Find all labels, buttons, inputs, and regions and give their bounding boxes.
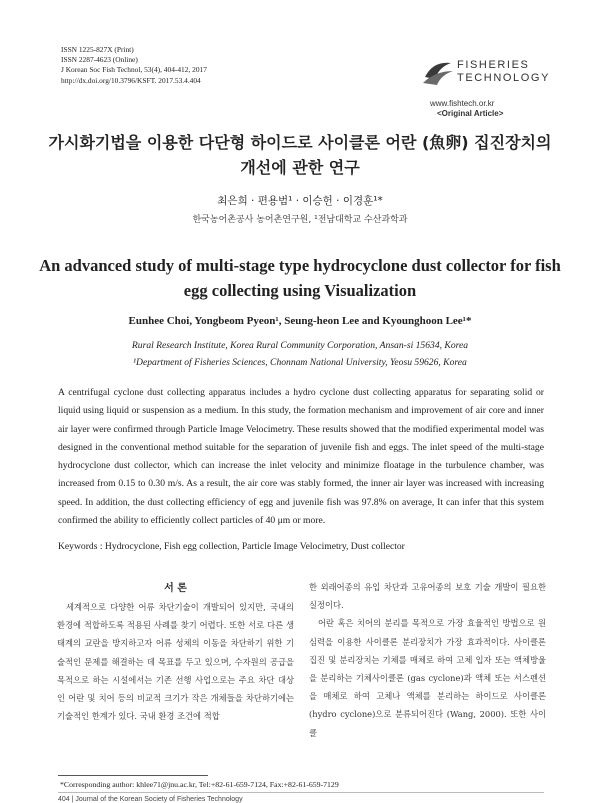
logo-line1: FISHERIES <box>457 59 530 71</box>
fish-emblem-icon <box>421 57 455 87</box>
article-type: <Original Article> <box>437 109 504 118</box>
english-title-line2: egg collecting using Visualization <box>183 281 417 300</box>
body-column-left <box>57 580 294 725</box>
body-paragraph: 한 외래어종의 유입 차단과 고유어종의 보호 기술 개발이 필요한 실정이다. <box>309 582 546 611</box>
affiliation-1: Rural Research Institute, Korea Rural Community Corporation, Ansan-si 15634, Korea <box>131 340 469 351</box>
doi-link[interactable]: http://dx.doi.org/10.3796/KSFT. 2017.53.4.404 <box>61 75 201 85</box>
journal-logo <box>421 57 551 105</box>
citation: J Korean Soc Fish Technol, 53(4), 404-412, 2017 <box>61 65 207 75</box>
section-title-introduction: 서 론 <box>164 583 187 594</box>
corresponding-author-footnote: *Corresponding author: khlee71@jnu.ac.kr, Tel:+82-61-659-7124, Fax:+82-61-659-7129 <box>60 780 339 789</box>
abstract: A centrifugal cyclone dust collecting apparatus includes a hydro cyclone dust collecting apparatus for separating solid or liquid using liquid or suspension as a medium. In this study, the formation mechanism and improvement of air core and inner air layer were confirmed through Particle Image Velocimetry. These results showed that the modified experimental model was designed in the conventional method suitable for the separation of juvenile fish and eggs. The inlet speed of the multi-stage hydrocyclone dust collector, which can increase the inlet velocity and minimize floatage in the turbulence chamber, was increased from 0.15 to 0.30 m/s. As a result, the air core was stably formed, the inner air layer was increased with increasing speed. In addition, the dust collecting efficiency of egg and juvenile fish was 97.8% on average, It can infer that this system confirmed the ability to efficiently collect particles of 40 μm or more. <box>58 387 544 527</box>
korean-authors: 최은희 · 편용범¹ · 이승헌 · 이경훈¹* <box>217 195 383 207</box>
english-title-line1: An advanced study of multi-stage type hydrocyclone dust collector for fish <box>39 256 561 275</box>
english-title <box>0 253 600 303</box>
korean-affiliation: 한국농어촌공사 농어촌연구원, ¹전남대학교 수산과학과 <box>192 215 408 225</box>
body-column-right <box>309 578 546 742</box>
english-authors: Eunhee Choi, Yongbeom Pyeon¹, Seung-heon Lee and Kyounghoon Lee¹* <box>128 315 472 327</box>
footer-divider <box>58 792 544 793</box>
korean-title-line1: 가시화기법을 이용한 다단형 하이드로 사이클론 어란 (魚卵) 집진장치의 <box>48 133 552 152</box>
issn-online: ISSN 2287-4623 (Online) <box>61 55 138 65</box>
logo-line2: TECHNOLOGY <box>457 72 551 84</box>
logo-wordmark <box>457 59 550 85</box>
korean-title-line2: 개선에 관한 연구 <box>240 158 360 177</box>
page-footer: 404 | Journal of the Korean Society of Fisheries Technology <box>58 796 243 803</box>
issn-print: ISSN 1225-827X (Print) <box>61 45 134 54</box>
footnote-divider <box>58 775 208 776</box>
keywords: Keywords : Hydrocyclone, Fish egg collection, Particle Image Velocimetry, Dust collector <box>58 541 405 552</box>
korean-title <box>0 130 600 180</box>
journal-meta <box>61 45 207 86</box>
affiliation-2: ¹Department of Fisheries Sciences, Chonnam National University, Yeosu 59626, Korea <box>133 357 467 368</box>
journal-site-link[interactable]: www.fishtech.or.kr <box>430 99 495 108</box>
body-paragraph: 어란 혹은 치어의 분리를 목적으로 가장 효율적인 방법으로 원심력을 이용한 사이클론 분리장치가 가장 효과적이다. 사이클론 집진 및 분리장치는 기체를 매체로 하여 고체 입자 또는 액체방울을 분리하는 기체사이클론 (gas cyclone)과 액체 또는 서스펜션을 매체로 하여 고체나 액체를 분리하는 하이드로 사이클론 (hydro cyclone)으로 분류되어진다 (Wang, 2000). 또한 사이클 <box>309 618 546 738</box>
english-affiliations <box>0 337 600 371</box>
body-paragraph: 세계적으로 다양한 어류 차단기술이 개발되어 있지만, 국내의 환경에 적합하도록 적용된 사례를 찾기 어렵다. 또한 서로 다른 생태계의 교란을 방지하고자 어류 성체의 이동을 차단하기 위한 기술적인 문제를 해결하는 데 목표를 두고 있으며, 수자원의 공급을 목적으로 하는 시설에서는 기존 선행 사업으로는 주요 차단 대상인 어란 및 치어 등의 비교적 크기가 작은 개체들을 차단하기에는 기술적인 한계가 있다. 국내 환경 조건에 적합 <box>57 602 294 722</box>
